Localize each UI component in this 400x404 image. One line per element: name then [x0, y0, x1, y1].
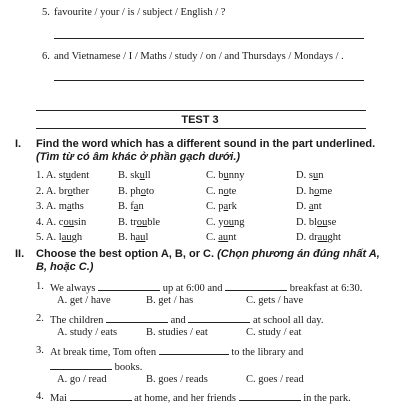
- word-suffix: rk: [228, 201, 237, 212]
- pronunciation-row-2: [36, 186, 381, 200]
- question-3-continuation: [50, 360, 142, 373]
- pronunciation-row-4: [36, 217, 381, 231]
- underlined-letters: u: [65, 170, 72, 181]
- question-2-number: 2.: [36, 313, 44, 324]
- title-rule-top: [36, 110, 366, 111]
- word-prefix: m: [58, 201, 67, 212]
- word-prefix: n: [218, 185, 224, 197]
- question-2-part-3: at school all day.: [253, 315, 324, 326]
- option-label: D.: [296, 170, 309, 181]
- word-suffix: nt: [228, 232, 237, 243]
- underlined-letters: au: [61, 232, 72, 243]
- word-suffix: l: [145, 232, 149, 243]
- word-prefix: sk: [130, 170, 140, 181]
- option-label: C.: [206, 185, 219, 197]
- prev-item-6-text: and Vietnamese / I / Maths / study / on / and Thursdays / Mondays / .: [54, 51, 344, 62]
- answer-line-6: [54, 80, 364, 81]
- pronunciation-row-3: [36, 201, 381, 215]
- option-label: C.: [206, 232, 219, 243]
- word-suffix: to: [146, 185, 155, 197]
- prev-item-6-number: 6.: [42, 51, 50, 62]
- option-label: 3. A.: [36, 201, 59, 212]
- option-label: C.: [206, 216, 219, 228]
- answer-line-5: [54, 38, 364, 39]
- pronunciation-option-5-d[interactable]: [296, 232, 341, 243]
- option-label: B.: [118, 216, 131, 228]
- option-label: 4. A.: [36, 216, 59, 228]
- word-suffix: ths: [71, 201, 84, 212]
- option-label: C.: [206, 170, 219, 181]
- question-1-part-3: breakfast at 6:30.: [289, 283, 363, 294]
- pronunciation-option-3-b[interactable]: [118, 201, 144, 212]
- underlined-letters: o: [67, 185, 73, 197]
- word-suffix: gh: [71, 232, 83, 243]
- pronunciation-option-3-c[interactable]: [206, 201, 237, 212]
- word-prefix: h: [308, 185, 315, 197]
- question-1-blank-1[interactable]: [98, 281, 160, 291]
- underlined-letters: a: [308, 201, 314, 212]
- pronunciation-option-5-a[interactable]: [36, 232, 82, 243]
- word-suffix: nt: [313, 201, 322, 212]
- pronunciation-option-2-c[interactable]: [206, 186, 236, 197]
- question-2-blank-2[interactable]: [188, 313, 250, 323]
- question-1-option-b[interactable]: B. get / has: [146, 295, 194, 306]
- option-label: D.: [296, 232, 309, 243]
- pronunciation-option-1-b[interactable]: [118, 170, 151, 181]
- word-suffix: ther: [72, 185, 90, 197]
- pronunciation-option-1-d[interactable]: [296, 170, 323, 181]
- underlined-letters: a: [223, 201, 229, 212]
- underlined-letters: ou: [317, 216, 328, 228]
- pronunciation-option-5-b[interactable]: [118, 232, 148, 243]
- pronunciation-option-3-d[interactable]: [296, 201, 322, 212]
- word-prefix: y: [218, 216, 224, 228]
- word-prefix: f: [130, 201, 134, 212]
- question-3-blank-1[interactable]: [159, 345, 229, 355]
- word-prefix: p: [218, 201, 224, 212]
- pronunciation-option-4-b[interactable]: [118, 217, 160, 228]
- word-suffix: se: [327, 216, 337, 228]
- question-2-part-2: and: [170, 315, 186, 326]
- word-suffix: n: [138, 201, 144, 212]
- prev-item-5-text: favourite / your / is / subject / English / ?: [54, 7, 226, 18]
- pronunciation-option-4-c[interactable]: [206, 217, 245, 228]
- underlined-letters: o: [140, 185, 147, 197]
- question-3-part-1: At break time, Tom often: [50, 347, 157, 358]
- word-prefix: s: [308, 170, 313, 181]
- part2-instruction-en: Choose the best option A, B, or C.: [36, 248, 215, 260]
- word-suffix: sin: [73, 216, 87, 228]
- question-2-blank-1[interactable]: [106, 313, 168, 323]
- underlined-letters: u: [312, 170, 319, 181]
- word-suffix: te: [228, 185, 237, 197]
- option-label: 1. A.: [36, 170, 59, 181]
- underlined-letters: a: [66, 201, 72, 212]
- pronunciation-row-1: [36, 170, 381, 184]
- question-3-option-c[interactable]: C. goes / read: [246, 374, 304, 385]
- part2-instruction: [36, 248, 381, 274]
- underlined-letters: u: [139, 170, 145, 181]
- underlined-letters: au: [218, 232, 229, 243]
- part1-instruction: [36, 138, 381, 164]
- underlined-letters: u: [223, 170, 229, 181]
- word-suffix: dent: [71, 170, 90, 181]
- word-prefix: br: [58, 185, 68, 197]
- part2-roman: II.: [15, 248, 25, 260]
- question-2-option-b[interactable]: B. studies / eat: [146, 327, 208, 338]
- word-suffix: n: [318, 170, 324, 181]
- question-4-part-1: Mai: [50, 393, 67, 404]
- question-3-stem: [50, 345, 303, 358]
- word-suffix: ght: [327, 232, 341, 243]
- word-prefix: tr: [130, 216, 137, 228]
- question-4-part-2: at home, and her friends: [134, 393, 236, 404]
- underlined-letters: au: [135, 232, 146, 243]
- question-1-stem: [50, 281, 362, 294]
- word-prefix: c: [58, 216, 64, 228]
- pronunciation-row-5: [36, 232, 381, 246]
- pronunciation-option-3-a[interactable]: [36, 201, 84, 212]
- option-label: D.: [296, 201, 309, 212]
- option-label: D.: [296, 216, 309, 228]
- option-label: 5. A.: [36, 232, 59, 243]
- underlined-letters: o: [223, 185, 229, 197]
- question-3-part-2: to the library and: [231, 347, 304, 358]
- option-label: B.: [118, 170, 131, 181]
- pronunciation-option-1-a[interactable]: [36, 170, 89, 181]
- pronunciation-option-2-d[interactable]: [296, 186, 332, 197]
- option-label: D.: [296, 185, 309, 197]
- underlined-letters: a: [133, 201, 139, 212]
- prev-item-5-number: 5.: [42, 7, 50, 18]
- option-label: B.: [118, 232, 131, 243]
- question-1-part-2: up at 6:00 and: [162, 283, 223, 294]
- part1-instruction-en: Find the word which has a different sound in the part underlined.: [36, 138, 376, 150]
- question-3-option-b[interactable]: B. goes / reads: [146, 374, 208, 385]
- question-3-part-3: books.: [114, 362, 143, 373]
- part1-instruction-vi: (Tìm từ có âm khác ở phần gạch dưới.): [36, 151, 241, 163]
- pronunciation-option-4-d[interactable]: [296, 217, 336, 228]
- word-prefix: l: [58, 232, 62, 243]
- question-4-number: 4.: [36, 391, 44, 402]
- word-suffix: ng: [234, 216, 245, 228]
- question-1-blank-2[interactable]: [225, 281, 287, 291]
- pronunciation-option-4-a[interactable]: [36, 217, 86, 228]
- question-1-option-c[interactable]: C. gets / have: [246, 295, 304, 306]
- option-label: 2. A.: [36, 185, 59, 197]
- underlined-letters: ou: [223, 216, 235, 228]
- underlined-letters: o: [314, 185, 320, 197]
- word-prefix: b: [218, 170, 224, 181]
- underlined-letters: au: [317, 232, 328, 243]
- word-suffix: me: [319, 185, 333, 197]
- option-label: B.: [118, 201, 131, 212]
- title-rule-bottom: [36, 128, 366, 129]
- question-2-option-c[interactable]: C. study / eat: [246, 327, 302, 338]
- question-1-part-1: We always: [50, 283, 96, 294]
- part1-roman: I.: [15, 138, 22, 150]
- underlined-letters: ou: [63, 216, 74, 228]
- word-suffix: ble: [147, 216, 161, 228]
- question-3-blank-2[interactable]: [50, 360, 112, 370]
- question-3-number: 3.: [36, 345, 44, 356]
- option-label: C.: [206, 201, 219, 212]
- word-prefix: ph: [130, 185, 141, 197]
- word-prefix: dr: [308, 232, 318, 243]
- part2-instruction-vi: (Chọn phương án đúng nhất A, B, hoặc C.): [36, 248, 380, 273]
- pronunciation-option-2-a[interactable]: [36, 186, 89, 197]
- word-prefix: st: [58, 170, 66, 181]
- question-2-part-1: The children: [50, 315, 104, 326]
- question-1-option-a[interactable]: A. get / have: [57, 295, 111, 306]
- pronunciation-option-1-c[interactable]: [206, 170, 245, 181]
- pronunciation-option-5-c[interactable]: [206, 232, 236, 243]
- word-suffix: nny: [228, 170, 245, 181]
- test-title: TEST 3: [181, 114, 219, 126]
- question-4-stem: [50, 391, 351, 404]
- question-1-number: 1.: [36, 281, 44, 292]
- question-2-stem: [50, 313, 324, 326]
- question-2-option-a[interactable]: A. study / eats: [57, 327, 118, 338]
- word-prefix: bl: [308, 216, 318, 228]
- pronunciation-option-2-b[interactable]: [118, 186, 154, 197]
- word-suffix: ll: [144, 170, 151, 181]
- underlined-letters: ou: [136, 216, 148, 228]
- word-prefix: h: [130, 232, 136, 243]
- option-label: B.: [118, 185, 131, 197]
- question-4-part-3: in the park.: [303, 393, 351, 404]
- question-3-option-a[interactable]: A. go / read: [57, 374, 107, 385]
